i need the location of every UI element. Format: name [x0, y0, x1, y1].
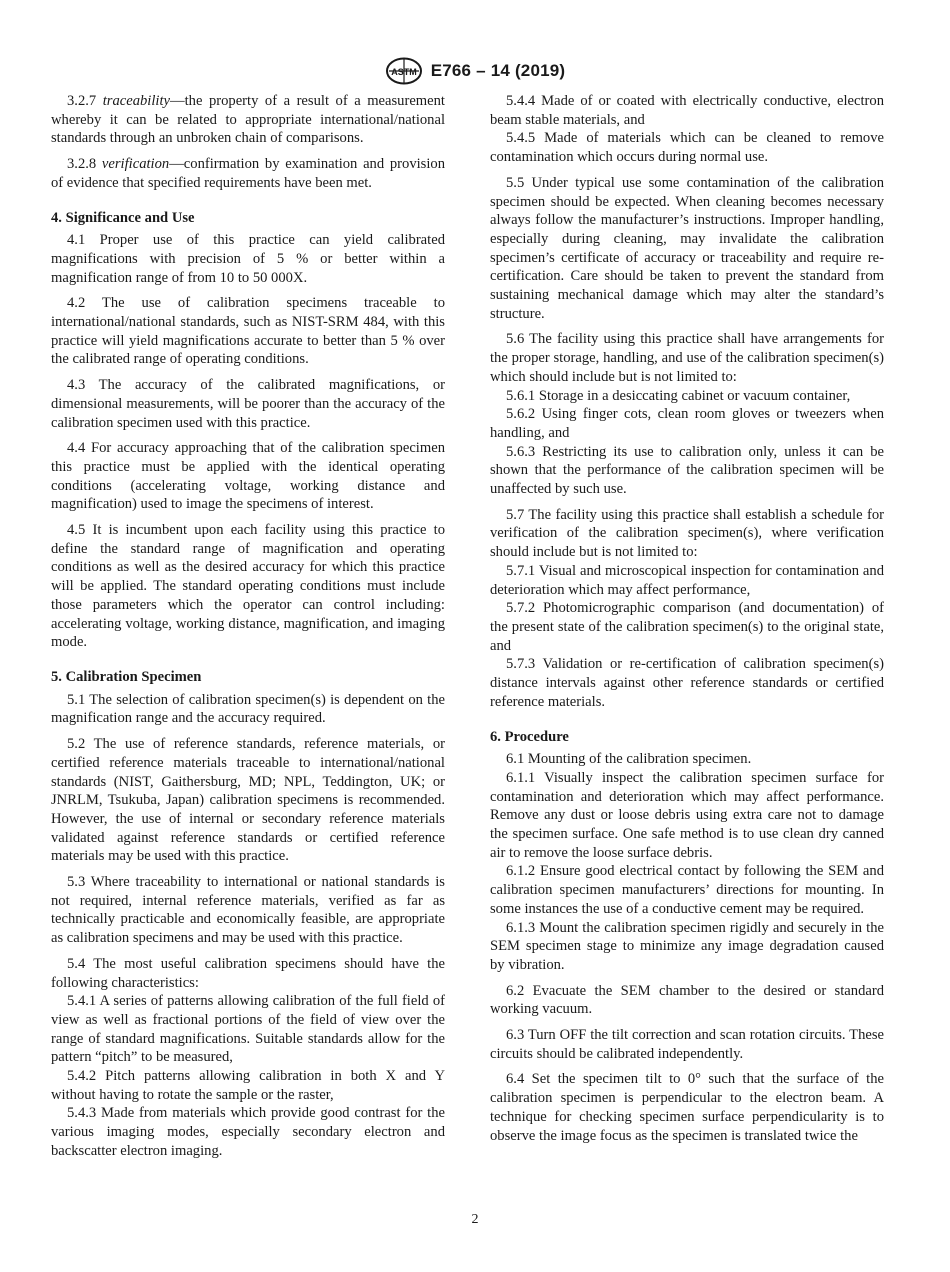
clause-number: 6.1.1 — [506, 769, 536, 786]
clause-number: 5.4.3 — [67, 1105, 97, 1122]
clause-number: 5.1 — [67, 691, 86, 708]
clause-number: 5.6.1 — [506, 387, 536, 404]
paragraph-text: Photomicrographic comparison (and documentation) of the present state of the calibration specimen(s) to the original state, and — [490, 600, 884, 654]
clause-number: 4.1 — [67, 232, 86, 249]
clause-number: 5.4 — [67, 955, 86, 972]
document-designation: E766 – 14 (2019) — [430, 61, 566, 80]
paragraph — [490, 506, 884, 562]
paragraph — [51, 873, 445, 948]
paragraph — [51, 735, 445, 866]
paragraph-text: Made of materials which can be cleaned to remove contamination which occurs during normal use. — [490, 130, 884, 166]
clause-number: 4.4 — [67, 440, 86, 457]
paragraph — [51, 1067, 445, 1104]
page-number: 2 — [471, 1212, 479, 1227]
paragraph — [51, 439, 445, 514]
astm-logo-icon — [385, 57, 423, 85]
paragraph — [51, 92, 445, 148]
paragraph-text: A series of patterns allowing calibration of the full field of view as well as fractional portions of the field of view over the range of standard magnifications. Suitable standards allow for the pattern “pitch” to be measured, — [51, 993, 445, 1066]
clause-number: 3.2.7 — [67, 93, 97, 109]
paragraph — [51, 376, 445, 432]
paragraph-text: —the property of a result of a measurement whereby it can be related to appropriate international/national standards through an unbroken chain of comparisons. — [51, 93, 445, 147]
paragraph-text: Storage in a desiccating cabinet or vacuum container, — [538, 387, 851, 404]
clause-number: 6.3 — [506, 1027, 525, 1044]
paragraph — [490, 750, 884, 769]
paragraph-text: Set the specimen tilt to 0° such that the surface of the calibration specimen is perpendicular to the electron beam. A technique for checking specimen surface perpendicularity is to observe the image focus as the specimen is translated twice the — [490, 1071, 884, 1144]
paragraph — [490, 387, 884, 406]
paragraph-text: Evacuate the SEM chamber to the desired or standard working vacuum. — [490, 982, 884, 1018]
paragraph-text: The facility using this practice shall establish a schedule for verification of the calibration specimen(s), where verification should include but is not limited to: — [490, 506, 884, 561]
paragraph — [490, 129, 884, 166]
paragraph — [490, 174, 884, 324]
paragraph-text: Made from materials which provide good contrast for the various imaging modes, especially secondary electron and backscatter electron imaging. — [51, 1105, 445, 1159]
paragraph — [51, 231, 445, 287]
paragraph — [51, 992, 445, 1067]
paragraph-text: The selection of calibration specimen(s) is dependent on the magnification range and the accuracy required. — [51, 691, 445, 727]
clause-number: 5.7 — [506, 506, 525, 523]
paragraph-text: Visual and microscopical inspection for contamination and deterioration which may affect performance, — [490, 562, 884, 598]
clause-number: 5.2 — [67, 736, 86, 753]
paragraph-text: It is incumbent upon each facility using this practice to define the standard range of magnification and operating conditions as well as the desired accuracy for which this practice will be applied. The standard operating conditions must include those parameters which the operator can control including: accelerating voltage, working distance, magnification, and imaging mode. — [51, 522, 445, 651]
clause-number: 6.4 — [506, 1071, 525, 1088]
paragraph-text: Turn OFF the tilt correction and scan rotation circuits. These circuits should be calibrated independently. — [490, 1027, 884, 1062]
paragraph — [490, 1070, 884, 1145]
paragraph — [490, 862, 884, 918]
clause-number: 3.2.8 — [67, 156, 97, 173]
paragraph — [490, 769, 884, 863]
section-heading: 5. Calibration Specimen — [51, 668, 202, 685]
clause-number: 4.2 — [67, 295, 86, 312]
page-header — [0, 56, 950, 86]
clause-number: 6.2 — [506, 982, 525, 999]
paragraph-text: The most useful calibration specimens should have the following characteristics: — [51, 955, 446, 991]
paragraph-text: Mount the calibration specimen rigidly and securely in the SEM specimen stage to minimize any image degradation caused by vibration. — [490, 919, 884, 973]
paragraph-text: Validation or re-certification of calibration specimen(s) distance intervals against other reference standards or certified reference materials. — [490, 656, 884, 710]
paragraph-text: Using finger cots, clean room gloves or tweezers when handling, and — [490, 406, 884, 441]
clause-number: 5.6.2 — [506, 406, 536, 423]
defined-term: traceability — [102, 93, 170, 109]
paragraph — [51, 294, 445, 369]
section-heading: 4. Significance and Use — [51, 209, 195, 226]
right-column — [490, 92, 884, 1145]
clause-number: 5.4.4 — [506, 93, 536, 109]
clause-number: 5.3 — [67, 874, 86, 891]
paragraph — [490, 443, 884, 499]
clause-number: 5.6.3 — [506, 443, 536, 460]
paragraph-text: Made of or coated with electrically conductive, electron beam stable materials, and — [490, 93, 884, 128]
clause-number: 5.7.3 — [506, 656, 536, 673]
paragraph-text: Visually inspect the calibration specimen surface for contamination and deterioration which may affect performance. Remove any dust or loose debris using extra care not to damage the specimen surface. One safe method is to use clean dry canned air to remove the loose surface debris. — [490, 769, 884, 861]
paragraph-text: The use of calibration specimens traceable to international/national standards, such as NIST-SRM 484, with this practice will yield magnifications accurate to better than 5 % over the calibrated range of operating conditions. — [51, 295, 445, 368]
paragraph-text: The facility using this practice shall have arrangements for the proper storage, handling, and use of the calibration specimen(s) which should include but is not limited to: — [490, 331, 884, 385]
paragraph — [51, 955, 445, 992]
clause-number: 5.4.5 — [506, 130, 536, 147]
paragraph — [490, 405, 884, 442]
paragraph — [51, 155, 445, 192]
clause-number: 6.1.3 — [506, 919, 536, 936]
paragraph-text: Ensure good electrical contact by following the SEM and calibration specimen manufacturers’ directions for mounting. In some instances the use of a conductive cement may be required. — [490, 863, 884, 917]
paragraph-text: Restricting its use to calibration only, unless it can be shown that the performance of the calibration specimen will be unaffected by such use. — [490, 443, 884, 498]
paragraph — [490, 919, 884, 975]
paragraph-text: Proper use of this practice can yield calibrated magnifications with precision of 5 % or better within a magnification range of from 10 to 50 000X. — [51, 232, 445, 286]
section-heading: 6. Procedure — [490, 728, 569, 745]
clause-number: 5.4.2 — [67, 1068, 97, 1085]
paragraph — [490, 1026, 884, 1063]
clause-number: 4.5 — [67, 522, 86, 539]
paragraph — [51, 521, 445, 652]
svg-text:ASTM: ASTM — [390, 67, 417, 77]
paragraph-text: The accuracy of the calibrated magnifications, or dimensional measurements, will be poorer than the accuracy of the calibration specimen used with this practice. — [51, 377, 445, 431]
clause-number: 5.7.1 — [506, 562, 536, 579]
paragraph — [51, 1104, 445, 1160]
paragraph — [490, 92, 884, 129]
paragraph — [490, 982, 884, 1019]
paragraph-text: Where traceability to international or national standards is not required, internal reference materials, verified as far as technically practicable and economically feasible, are appropriate as calibration specimens and may be used with this practice. — [51, 874, 445, 947]
clause-number: 5.4.1 — [67, 993, 97, 1010]
paragraph-text: Pitch patterns allowing calibration in both X and Y without having to rotate the sample or the raster, — [51, 1068, 445, 1103]
clause-number: 5.7.2 — [506, 600, 536, 617]
paragraph-text: Mounting of the calibration specimen. — [527, 751, 752, 768]
paragraph — [490, 562, 884, 599]
clause-number: 4.3 — [67, 377, 86, 394]
defined-term: verification — [101, 156, 170, 173]
paragraph — [51, 691, 445, 728]
clause-number: 6.1 — [506, 751, 525, 768]
paragraph-text: The use of reference standards, reference materials, or certified reference materials traceable to international/national standards (NIST, Gaithersburg, MD; NPL, Teddington, UK; or JNRLM, Tsukuba, Japan) calibration specimens is recommended. However, the use of internal or secondary reference materials validated against reference standards or certified reference materials may be used with this practice. — [51, 736, 445, 865]
clause-number: 5.5 — [506, 174, 525, 191]
clause-number: 6.1.2 — [506, 863, 536, 880]
clause-number: 5.6 — [506, 331, 525, 348]
paragraph-text: Under typical use some contamination of the calibration specimen should be expected. When cleaning becomes necessary always follow the manufacturer’s instructions. Improper handling, especially during cleaning, may invalidate the calibration specimen’s certificate of accuracy or traceability and require re-certification. Care should be taken to prevent the standard from sustaining mechanical damage which may alter the standard’s structure. — [490, 174, 884, 322]
paragraph-text: —confirmation by examination and provision of evidence that specified requirements have been met. — [51, 156, 446, 191]
paragraph — [490, 655, 884, 711]
paragraph — [490, 330, 884, 386]
paragraph-text: For accuracy approaching that of the calibration specimen this practice must be applied with the identical operating conditions (accelerating voltage, working distance and magnification) used to image the specimens of interest. — [51, 440, 445, 513]
left-column — [51, 92, 445, 1161]
paragraph — [490, 599, 884, 655]
